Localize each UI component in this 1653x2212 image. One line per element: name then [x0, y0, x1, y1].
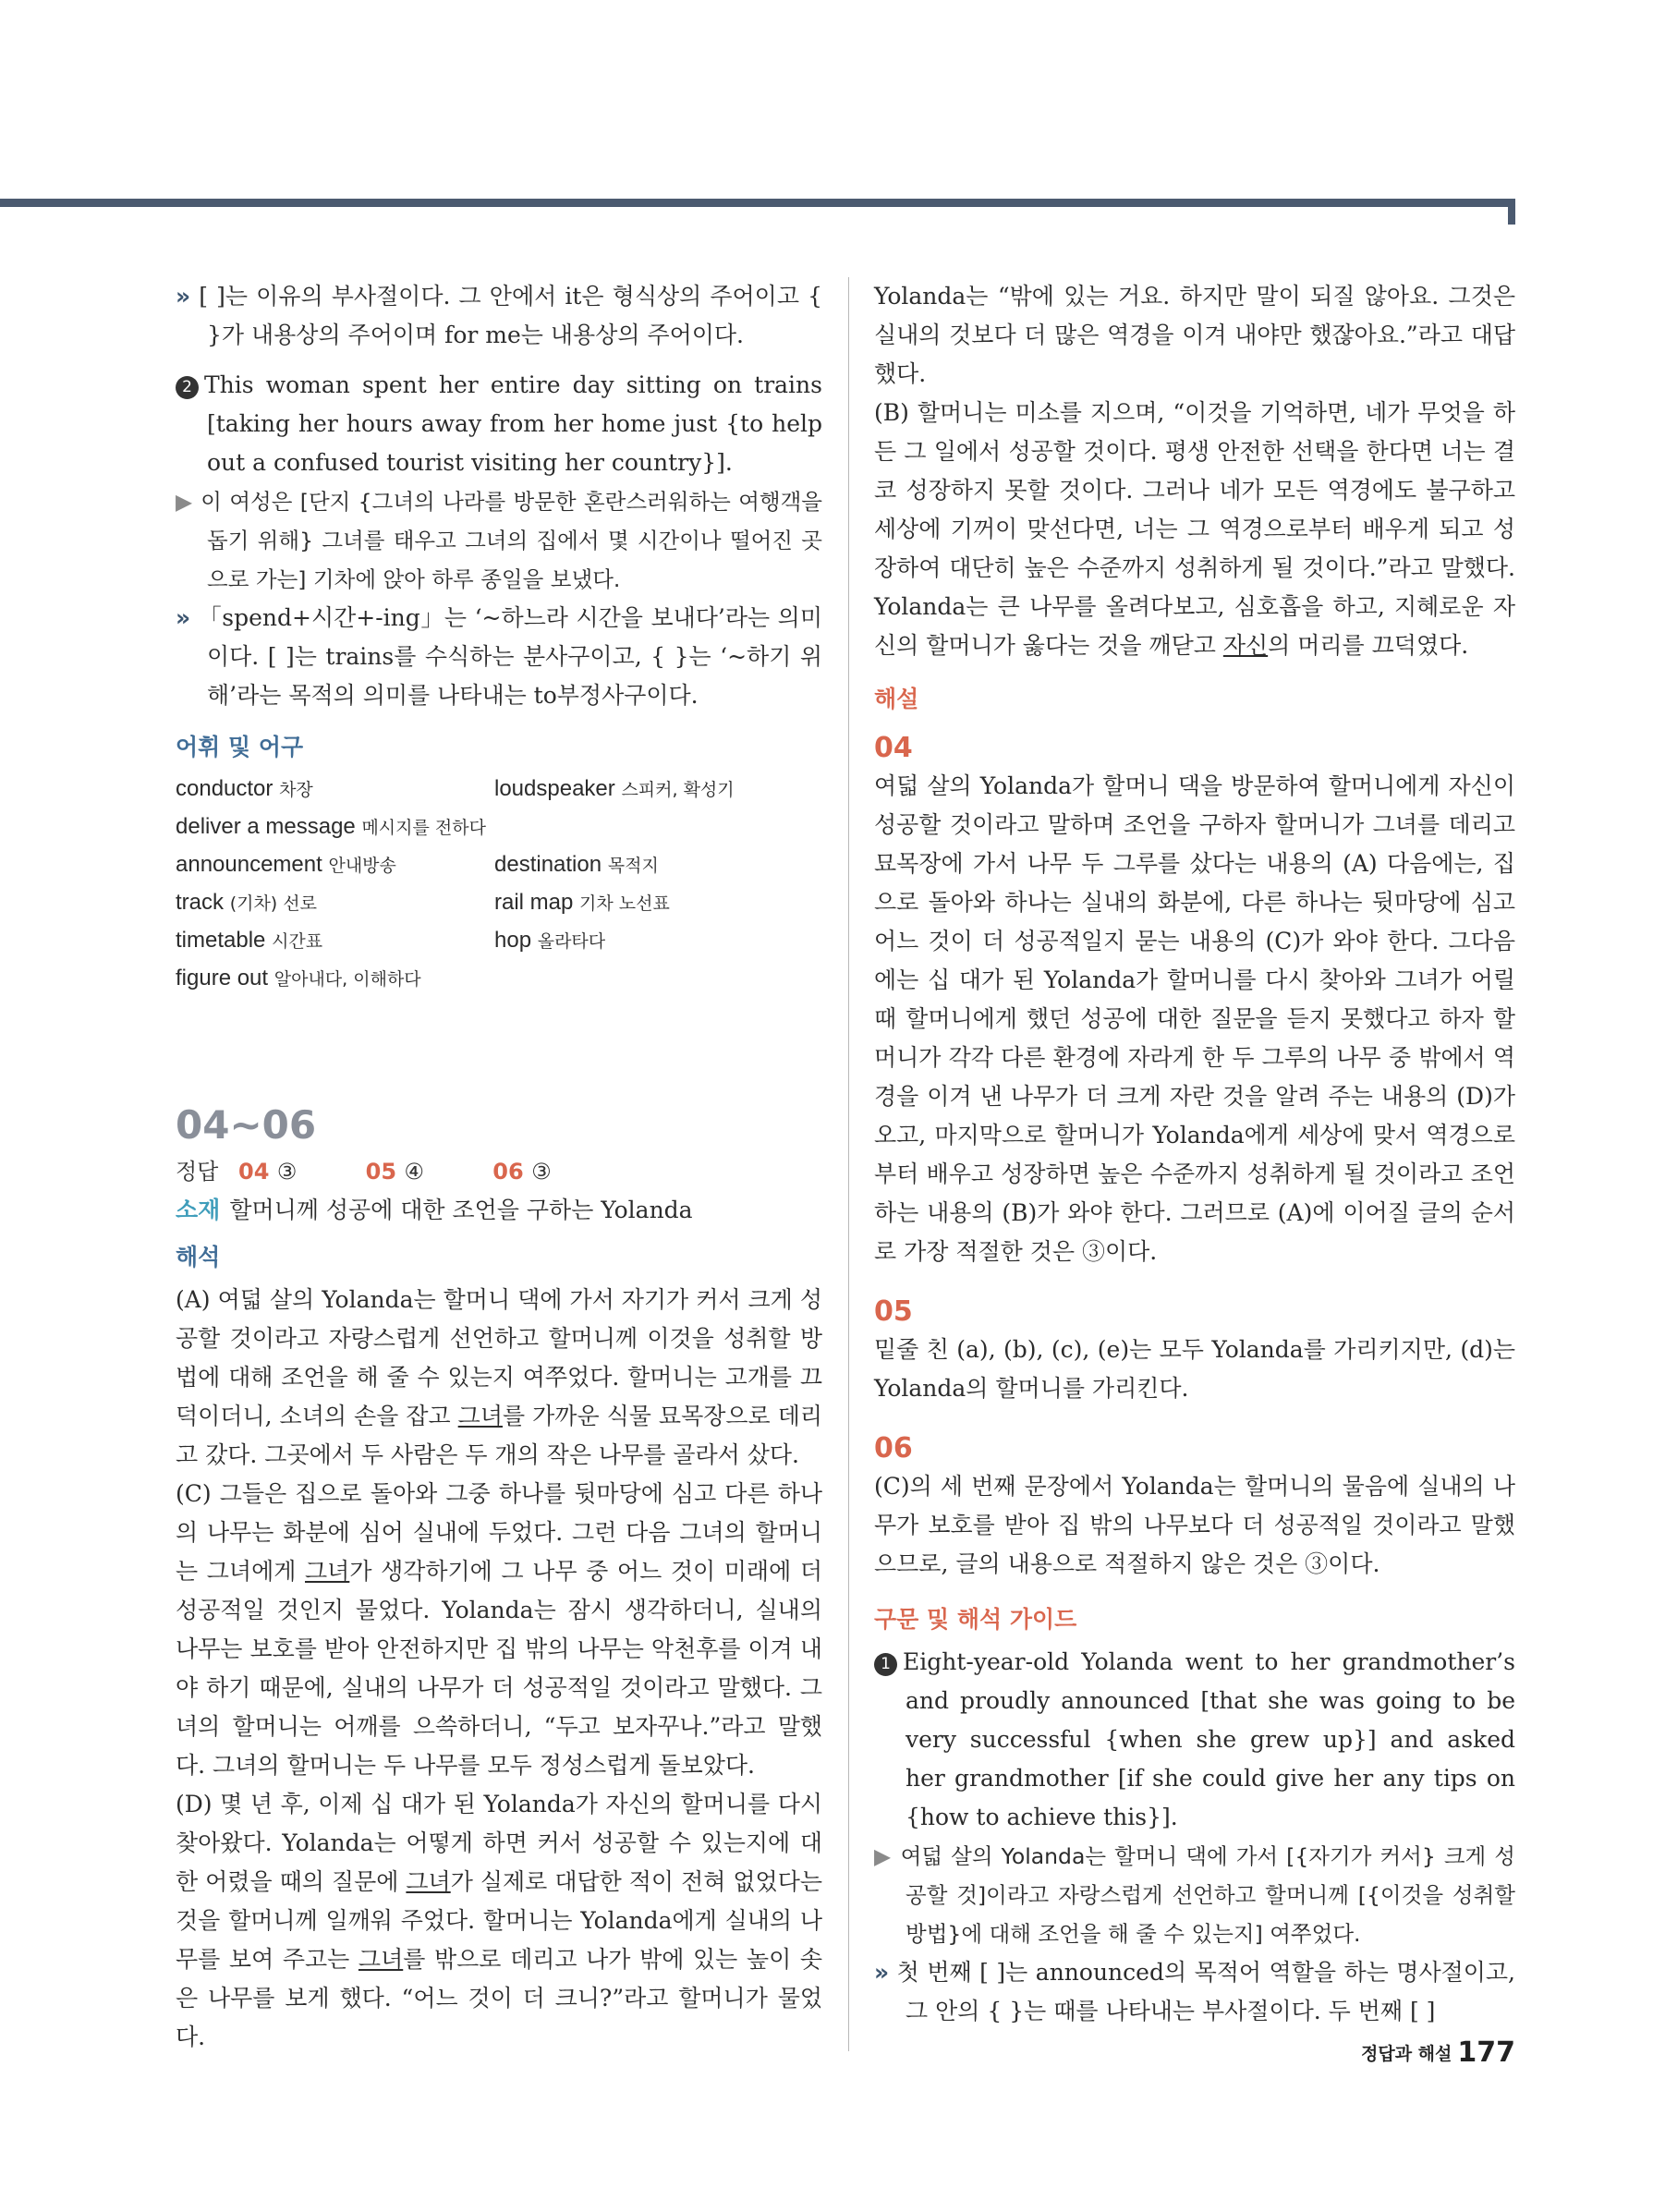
grammar-note-1-text: [ ]는 이유의 부사절이다. 그 안에서 it은 형식상의 주어이고 { }가 내용상의 주어이며 for me는 내용상의 주어이다. — [199, 283, 822, 348]
grammar-note-1 — [176, 277, 822, 355]
vocab-item: timetable 시간표 — [176, 928, 323, 953]
right-column — [874, 277, 1515, 2031]
page-number: 177 — [1457, 2036, 1515, 2069]
question-05-number: 05 — [874, 1295, 913, 1328]
circled-number-icon: 2 — [176, 376, 199, 399]
left-column — [176, 277, 822, 2057]
passage-paragraph-c: (C) 그들은 집으로 돌아와 그중 하나를 뒷마당에 심고 다른 하나의 나무는 화분에 심어 실내에 두었다. 그런 다음 그녀의 할머니는 그녀에게 그녀가 생각하기에 그 나무 중 어느 것이 미래에 더 성공적일 것인지 물었다. Yolanda는 잠시 생각하더니, 실내의 나무는 보호를 받아 안전하지만 집 밖의 나무는 악천후를 이겨 내야 하기 때문에, 실내의 나무가 더 성공적일 것이라고 말했다. 그녀의 할머니는 어깨를 으쓱하더니, “두고 보자꾸나.”라고 말했다. 그녀의 할머니는 두 나무를 모두 정성스럽게 돌보았다. — [176, 1480, 822, 1779]
question-range-title: 04~06 — [176, 1102, 317, 1148]
vocab-item: track (기차) 선로 — [176, 890, 317, 915]
page-footer — [1358, 2036, 1515, 2069]
question-06-number: 06 — [874, 1432, 913, 1465]
vocab-item: loudspeaker 스피커, 확성기 — [494, 776, 735, 801]
grammar-note-2 — [176, 599, 822, 715]
guide-heading: 구문 및 해석 가이드 — [874, 1606, 1077, 1633]
answer-label: 정답 — [176, 1159, 219, 1185]
translation-2 — [176, 482, 822, 599]
grammar-note-2-text: 「spend+시간+-ing」는 ‘~하느라 시간을 보내다’라는 의미이다. [ ]는 trains를 수식하는 분사구이고, { }는 ‘~하기 위해’라는 목적의 의미를 나타내는 to부정사구이다. — [198, 604, 822, 709]
grammar-note-3 — [874, 1953, 1515, 2031]
passage-paragraph-d: (D) 몇 년 후, 이제 십 대가 된 Yolanda가 자신의 할머니를 다시 찾아왔다. Yolanda는 어떻게 하면 커서 성공할 수 있는지에 대한 어렸을 때의 질문에 그녀가 실제로 대답한 적이 전혀 없었다는 것을 할머니께 일깨워 주었다. 할머니는 Yolanda에게 실내의 나무를 보여 주고는 그녀를 밖으로 데리고 나가 밖에 있는 높이 솟은 나무를 보게 했다. “어느 것이 더 크니?”라고 할머니가 물었다. — [176, 1791, 822, 2050]
example-sentence-1-text: Eight-year-old Yolanda went to her grandmother’s and proudly announced [that she was going to be very successful {when she grew up}] and asked her grandmother [if she could give her any tips on {how to achieve this}]. — [903, 1648, 1515, 1830]
answer-item: 05 ④ — [365, 1159, 424, 1185]
passage-paragraph-b: (B) 할머니는 미소를 지으며, “이것을 기억하면, 네가 무엇을 하든 그 일에서 성공할 것이다. 평생 안전한 선택을 한다면 너는 결코 성장하지 못할 것이다. 그러나 네가 모든 역경에도 불구하고 세상에 기꺼이 맞선다면, 너는 그 역경으로부터 배우게 되고 성장하여 대단히 높은 수준까지 성취하게 될 것이다.”라고 말했다. Yolanda는 큰 나무를 올려다보고, 심호흡을 하고, 지혜로운 자신의 할머니가 옳다는 것을 깨닫고 자신의 머리를 끄덕였다. — [874, 399, 1515, 659]
question-05-explanation: 밑줄 친 (a), (b), (c), (e)는 모두 Yolanda를 가리키지만, (d)는 Yolanda의 할머니를 가리킨다. — [874, 1336, 1515, 1402]
vocab-item: deliver a message 메시지를 전하다 — [176, 814, 486, 839]
vocab-item — [494, 808, 822, 846]
header-rule-tick — [1508, 199, 1515, 225]
vocab-heading: 어휘 및 어구 — [176, 734, 304, 760]
translation-1 — [874, 1837, 1515, 1953]
topic-label: 소재 — [176, 1197, 221, 1223]
double-arrow-icon: » — [874, 1959, 890, 1986]
translation-2-text: 이 여성은 [단지 {그녀의 나라를 방문한 혼란스러워하는 여행객을 돕기 위해} 그녀를 태우고 그녀의 집에서 몇 시간이나 떨어진 곳으로 가는] 기차에 앉아 하루 종일을 보냈다. — [201, 489, 822, 592]
example-sentence-2 — [176, 366, 822, 482]
grammar-note-3-text: 첫 번째 [ ]는 announced의 목적어 역할을 하는 명사절이고, 그 안의 { }는 때를 나타내는 부사절이다. 두 번째 [ ] — [896, 1959, 1516, 2024]
question-04-number: 04 — [874, 732, 913, 764]
vocab-item: announcement 안내방송 — [176, 852, 396, 877]
answer-item: 04 ③ — [238, 1159, 298, 1185]
column-divider — [848, 277, 849, 2051]
topic-text: 할머니께 성공에 대한 조언을 구하는 Yolanda — [229, 1197, 693, 1223]
translation-heading: 해석 — [176, 1244, 221, 1270]
header-rule — [0, 199, 1515, 207]
passage-paragraph-a: (A) 여덟 살의 Yolanda는 할머니 댁에 가서 자기가 커서 크게 성공할 것이라고 자랑스럽게 선언하고 할머니께 이것을 성취할 방법에 대해 조언을 해 줄 수 있는지 여쭈었다. 할머니는 고개를 끄덕이더니, 소녀의 손을 잡고 그녀를 가까운 식물 묘목장으로 데리고 갔다. 그곳에서 두 사람은 두 개의 작은 나무를 골라서 샀다. — [176, 1286, 822, 1468]
answer-item: 06 ③ — [492, 1159, 552, 1185]
double-arrow-icon: » — [176, 604, 191, 631]
translation-1-text: 여덟 살의 Yolanda는 할머니 댁에 가서 [{자기가 커서} 크게 성공할 것]이라고 자랑스럽게 선언하고 할머니께 [{이것을 성취할 방법}에 대해 조언을 해 줄 수 있는지] 여쭈었다. — [900, 1843, 1515, 1947]
example-sentence-2-text: This woman spent her entire day sitting on trains [taking her hours away from her home just {to help out a confused tourist visiting her country}]. — [204, 371, 822, 476]
question-06-explanation: (C)의 세 번째 문장에서 Yolanda는 할머니의 물음에 실내의 나무가 보호를 받아 집 밖의 나무보다 더 성공적일 것이라고 말했으므로, 글의 내용으로 적절하지 않은 것은 ③이다. — [874, 1473, 1515, 1577]
double-arrow-icon: » — [176, 283, 191, 310]
vocab-item — [494, 960, 822, 998]
vocab-item: conductor 차장 — [176, 776, 313, 801]
example-sentence-1 — [874, 1643, 1515, 1837]
vocab-item: figure out 알아내다, 이해하다 — [176, 966, 421, 991]
footer-label: 정답과 해설 — [1360, 2044, 1452, 2064]
vocab-item: destination 목적지 — [494, 852, 659, 877]
triangle-arrow-icon: ▶ — [176, 489, 193, 515]
explanation-heading: 해설 — [874, 686, 919, 712]
passage-paragraph-d-continued: Yolanda는 “밖에 있는 거요. 하지만 말이 되질 않아요. 그것은 실내의 것보다 더 많은 역경을 이겨 내야만 했잖아요.”라고 대답했다. — [874, 283, 1515, 387]
circled-number-icon: 1 — [874, 1653, 897, 1676]
question-04-explanation: 여덟 살의 Yolanda가 할머니 댁을 방문하여 할머니에게 자신이 성공할 것이라고 말하며 조언을 구하자 할머니가 그녀를 데리고 묘목장에 가서 나무 두 그루를 샀다는 내용의 (A) 다음에는, 집으로 돌아와 하나는 실내의 화분에, 다른 하나는 뒷마당에 심고 어느 것이 더 성공적일지 묻는 내용의 (C)가 와야 한다. 그다음에는 십 대가 된 Yolanda가 할머니를 다시 찾아와 그녀가 어릴 때 할머니에게 했던 성공에 대한 질문을 듣지 못했다고 하자 할머니가 각각 다른 환경에 자라게 한 두 그루의 나무 중 밖에서 역경을 이겨 낸 나무가 더 크게 자란 것을 알려 주는 내용의 (D)가 오고, 마지막으로 할머니가 Yolanda에게 세상에 맞서 역경으로부터 배우고 성장하면 높은 수준까지 성취하게 될 것이라고 조언하는 내용의 (B)가 와야 한다. 그러므로 (A)에 이어질 글의 순서로 가장 적절한 것은 ③이다. — [874, 772, 1515, 1265]
vocab-item: rail map 기차 노선표 — [494, 890, 670, 915]
vocab-list — [176, 771, 822, 998]
vocab-item: hop 올라타다 — [494, 928, 606, 953]
topic-line — [176, 1190, 822, 1231]
triangle-arrow-icon: ▶ — [874, 1843, 893, 1869]
answer-key — [176, 1153, 822, 1190]
